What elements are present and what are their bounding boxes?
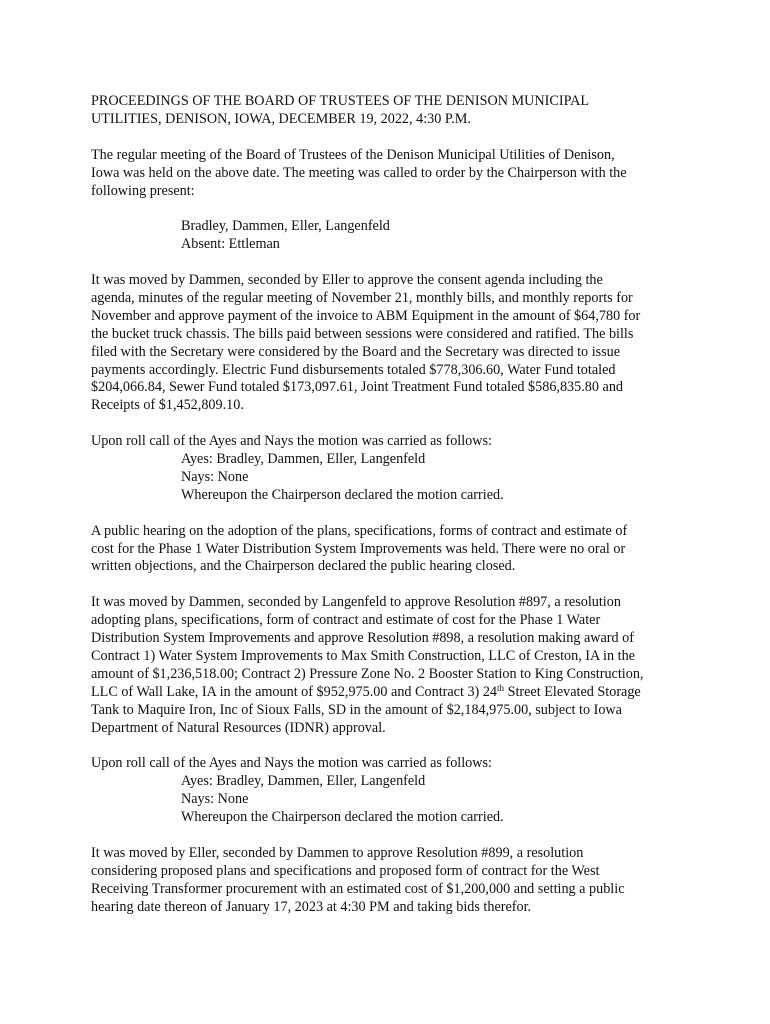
text-line: considering proposed plans and specifications and proposed form of contract for the West: [91, 862, 600, 879]
text-line: Tank to Maquire Iron, Inc of Sioux Falls, SD in the amount of $2,184,975.00, subject to Iowa: [91, 701, 622, 718]
attendance-block: [91, 218, 691, 254]
title-line: UTILITIES, DENISON, IOWA, DECEMBER 19, 2022, 4:30 P.M.: [91, 110, 471, 127]
text-line: payments accordingly. Electric Fund disbursements totaled $778,306.60, Water Fund totaled: [91, 361, 616, 378]
roll-call-nays: Nays: None: [181, 468, 249, 485]
roll-call-result: Whereupon the Chairperson declared the motion carried.: [181, 809, 504, 826]
text-line: The regular meeting of the Board of Trustees of the Denison Municipal Utilities of Denison,: [91, 146, 615, 163]
public-hearing-paragraph: [91, 523, 691, 577]
text-line: agenda, minutes of the regular meeting of November 21, monthly bills, and monthly reports for: [91, 289, 633, 306]
text-line: [91, 684, 691, 702]
resolution-897-paragraph: [91, 594, 691, 737]
roll-call-result: Whereupon the Chairperson declared the motion carried.: [181, 486, 504, 503]
text-line: Distribution System Improvements and approve Resolution #898, a resolution making award of: [91, 630, 634, 647]
roll-call-intro: Upon roll call of the Ayes and Nays the motion was carried as follows:: [91, 755, 492, 772]
text-line: Iowa was held on the above date. The meeting was called to order by the Chairperson with the: [91, 164, 627, 181]
absent-members: Absent: Ettleman: [181, 236, 280, 253]
text-line: November and approve payment of the invoice to ABM Equipment in the amount of $64,780 for: [91, 307, 641, 324]
text-line: the bucket truck chassis. The bills paid between sessions were considered and ratified. The bills: [91, 325, 634, 342]
roll-call-intro: Upon roll call of the Ayes and Nays the motion was carried as follows:: [91, 433, 492, 450]
ordinal-superscript: th: [497, 682, 505, 693]
text-line: amount of $1,236,518.00; Contract 2) Pressure Zone No. 2 Booster Station to King Construction,: [91, 665, 644, 682]
text-line: following present:: [91, 182, 195, 199]
text-line: Department of Natural Resources (IDNR) approval.: [91, 719, 386, 736]
title-line: PROCEEDINGS OF THE BOARD OF TRUSTEES OF THE DENISON MUNICIPAL: [91, 93, 590, 109]
text-line: It was moved by Eller, seconded by Dammen to approve Resolution #899, a resolution: [91, 844, 584, 861]
text-fragment: Street Elevated Storage: [504, 683, 641, 700]
roll-call-nays: Nays: None: [181, 791, 249, 808]
text-line: Receipts of $1,452,809.10.: [91, 397, 244, 414]
text-line: cost for the Phase 1 Water Distribution System Improvements was held. There were no oral or: [91, 540, 626, 557]
text-line: hearing date thereon of January 17, 2023 at 4:30 PM and taking bids therefor.: [91, 898, 532, 915]
text-line: Receiving Transformer procurement with an estimated cost of $1,200,000 and setting a public: [91, 880, 625, 897]
text-line: filed with the Secretary were considered by the Board and the Secretary was directed to issue: [91, 343, 621, 360]
roll-call-block: [91, 433, 691, 505]
text-fragment: LLC of Wall Lake, IA in the amount of $952,975.00 and Contract 3) 24: [91, 683, 498, 700]
text-line: $204,066.84, Sewer Fund totaled $173,097.61, Joint Treatment Fund totaled $586,835.80 and: [91, 379, 624, 396]
text-line: It was moved by Dammen, seconded by Eller to approve the consent agenda including the: [91, 272, 603, 289]
intro-paragraph: [91, 147, 691, 201]
roll-call-ayes: Ayes: Bradley, Dammen, Eller, Langenfeld: [181, 451, 426, 468]
document-title: [91, 93, 691, 129]
resolution-899-paragraph: [91, 845, 691, 917]
text-line: It was moved by Dammen, seconded by Langenfeld to approve Resolution #897, a resolution: [91, 594, 621, 611]
roll-call-block: [91, 755, 691, 827]
text-line: Contract 1) Water System Improvements to Max Smith Construction, LLC of Creston, IA in the: [91, 648, 635, 664]
text-line: written objections, and the Chairperson declared the public hearing closed.: [91, 558, 516, 575]
text-line: adopting plans, specifications, form of contract and estimate of cost for the Phase 1 Water: [91, 612, 601, 629]
consent-agenda-paragraph: [91, 272, 691, 415]
present-members: Bradley, Dammen, Eller, Langenfeld: [181, 218, 390, 235]
roll-call-ayes: Ayes: Bradley, Dammen, Eller, Langenfeld: [181, 773, 426, 790]
document-page: [91, 93, 691, 917]
text-line: A public hearing on the adoption of the plans, specifications, forms of contract and estimate of: [91, 522, 628, 539]
